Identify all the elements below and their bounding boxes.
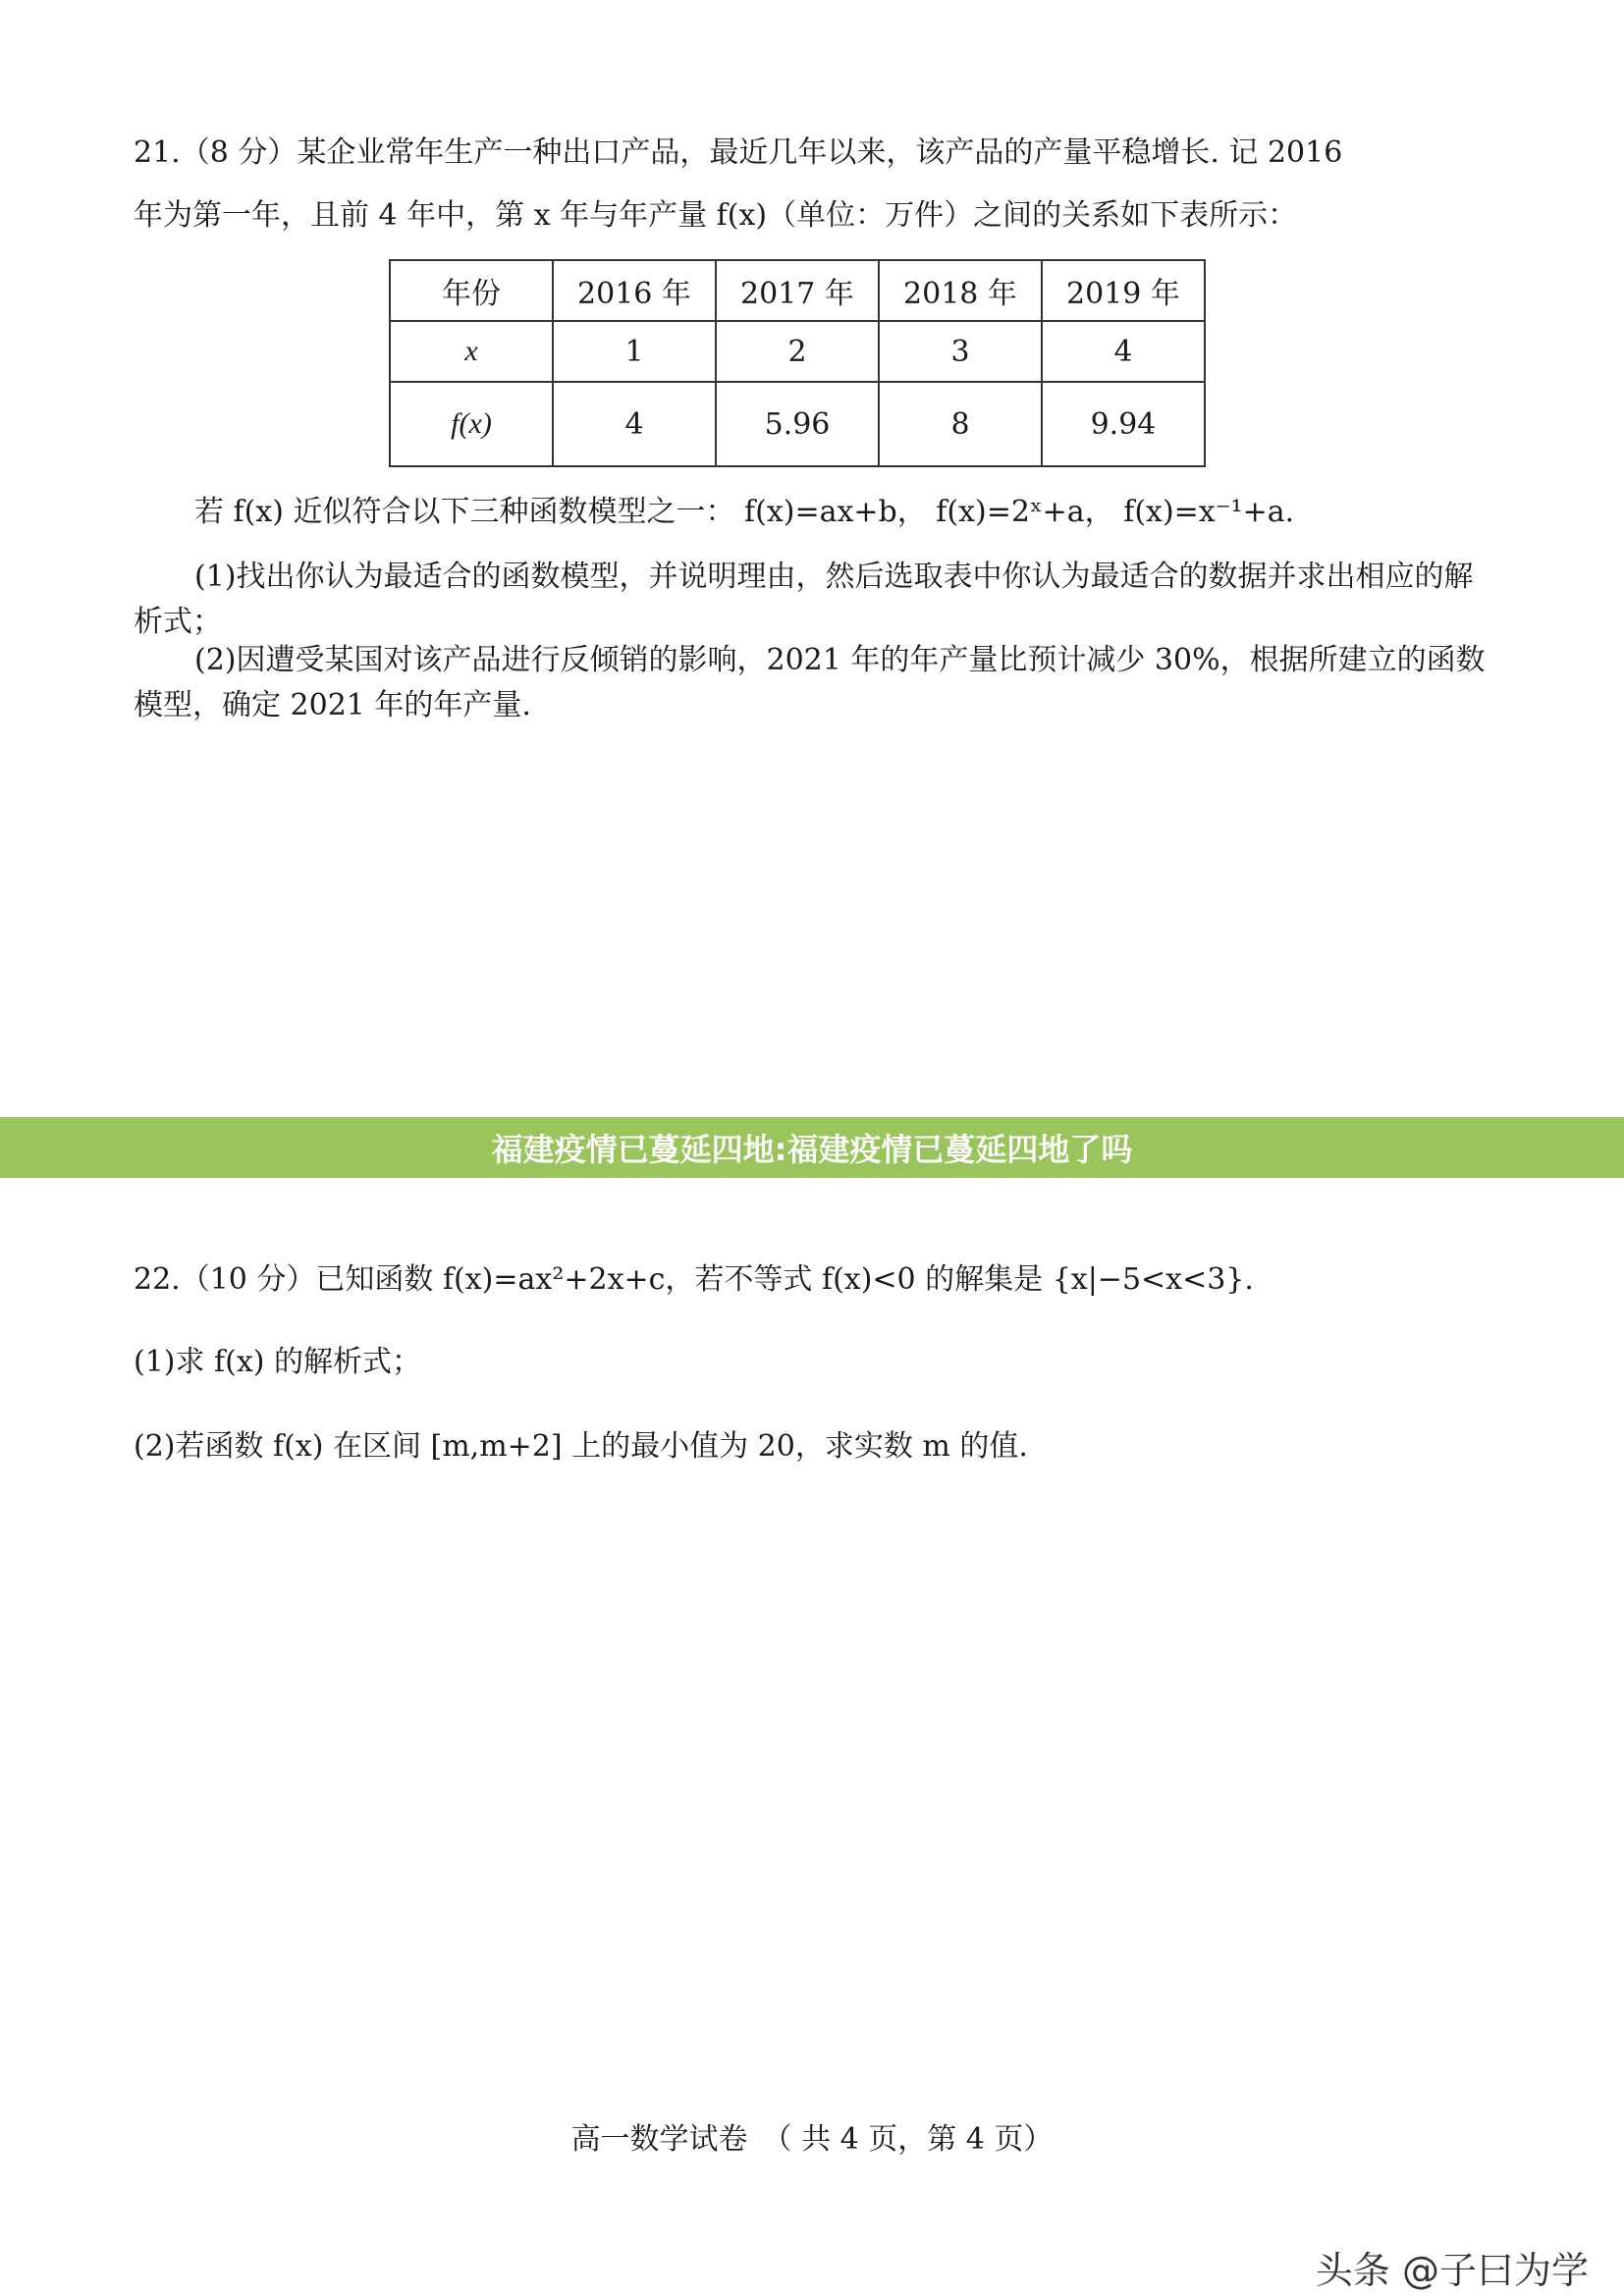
q22-part2: (2)若函数 f(x) 在区间 [m,m+2] 上的最小值为 20，求实数 m 的值. [134,1429,1028,1464]
table-cell: f(x) [390,382,553,466]
q21-part1: (1)找出你认为最适合的函数模型，并说明理由，然后选取表中你认为最适合的数据并求出相应的解析式； [134,560,1474,639]
table-cell: 9.94 [1042,382,1205,466]
page-footer: 高一数学试卷 （ 共 4 页，第 4 页） [570,2122,1054,2157]
table-cell: 4 [1042,321,1205,382]
table-header-cell: 2019 年 [1042,260,1205,321]
q21-stem-line1: 21.（8 分）某企业常年生产一种出口产品，最近几年以来，该产品的产量平稳增长. 记 2016 [134,135,1343,170]
news-banner[interactable] [0,1117,1624,1178]
q22-part1: (1)求 f(x) 的解析式； [134,1345,421,1379]
table-header-cell: 年份 [390,260,553,321]
table-cell: 2 [716,321,879,382]
table-cell: 4 [553,382,716,466]
q21-stem-line2: 年为第一年，且前 4 年中，第 x 年与年产量 f(x)（单位：万件）之间的关系如下表所示： [134,198,1298,233]
table-row [390,382,1205,466]
q21-models: 若 f(x) 近似符合以下三种函数模型之一： f(x)=ax+b， f(x)=2ˣ+a， f(x)=x⁻¹+a. [194,495,1295,529]
table-header-cell: 2017 年 [716,260,879,321]
table-cell: 3 [879,321,1042,382]
table-cell: 5.96 [716,382,879,466]
table-header-cell: 2018 年 [879,260,1042,321]
table-row [390,260,1205,321]
table-cell: 1 [553,321,716,382]
q21-data-table [389,259,1206,467]
table-header-cell: 2016 年 [553,260,716,321]
table-cell: 8 [879,382,1042,466]
table-cell: x [390,321,553,382]
table-row [390,321,1205,382]
q21-part2: (2)因遭受某国对该产品进行反倾销的影响，2021 年的年产量比预计减少 30%，根据所建立的函数模型，确定 2021 年的年产量. [134,643,1486,722]
watermark: 头条 @子曰为学 [1315,2249,1589,2292]
banner-text: 福建疫情已蔓延四地:福建疫情已蔓延四地了吗 [491,1131,1133,1168]
q22-stem: 22.（10 分）已知函数 f(x)=ax²+2x+c，若不等式 f(x)<0 的解集是 {x|−5<x<3}. [134,1262,1254,1297]
